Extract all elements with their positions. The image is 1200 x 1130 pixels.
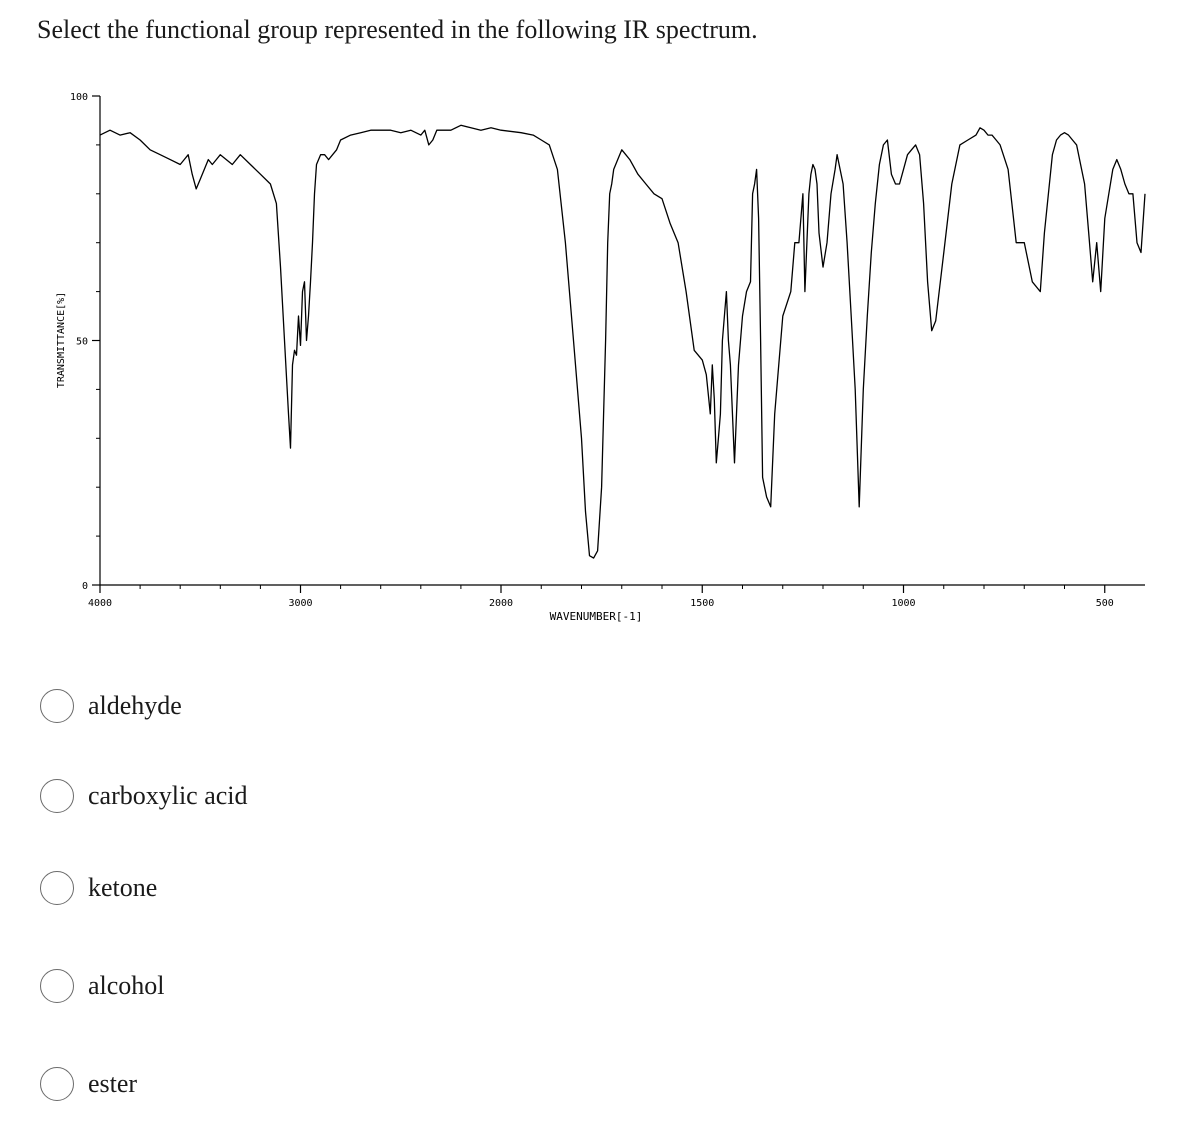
radio-button[interactable]	[40, 779, 74, 813]
y-tick-label: 50	[75, 336, 88, 348]
x-tick-label: 4000	[87, 598, 113, 609]
option-label: aldehyde	[88, 691, 182, 720]
series-layer	[100, 125, 1145, 558]
x-tick-label: 2000	[488, 598, 514, 609]
radio-button[interactable]	[40, 1067, 74, 1101]
axes	[100, 96, 1145, 585]
option-ester[interactable]	[40, 1064, 137, 1104]
x-tick-label: 1000	[891, 598, 916, 609]
y-axis-label: TRANSMITTANCE[%]	[56, 291, 67, 389]
x-axis-label: WAVENUMBER[-1]	[549, 610, 643, 623]
option-alcohol[interactable]	[40, 966, 165, 1006]
x-tick-label: 3000	[288, 598, 313, 609]
y-tick-label: 100	[69, 92, 88, 103]
radio-button[interactable]	[40, 969, 74, 1003]
option-label: ester	[88, 1069, 138, 1098]
y-tick-label: 0	[81, 581, 88, 592]
radio-button[interactable]	[40, 871, 74, 905]
option-label: alcohol	[88, 971, 165, 1000]
option-carboxylic-acid[interactable]	[40, 776, 248, 816]
option-aldehyde[interactable]	[40, 686, 182, 726]
option-label: ketone	[88, 873, 158, 902]
x-tick-label: 1500	[690, 598, 715, 609]
question-text: Select the functional group represented in the following IR spectrum.	[37, 15, 758, 44]
option-ketone[interactable]	[40, 868, 157, 908]
spectrum-line	[100, 125, 1145, 558]
option-label: carboxylic acid	[88, 781, 248, 810]
tick-labels	[70, 92, 1114, 609]
tick-marks	[92, 96, 1105, 593]
x-tick-label: 500	[1095, 598, 1114, 609]
radio-button[interactable]	[40, 689, 74, 723]
